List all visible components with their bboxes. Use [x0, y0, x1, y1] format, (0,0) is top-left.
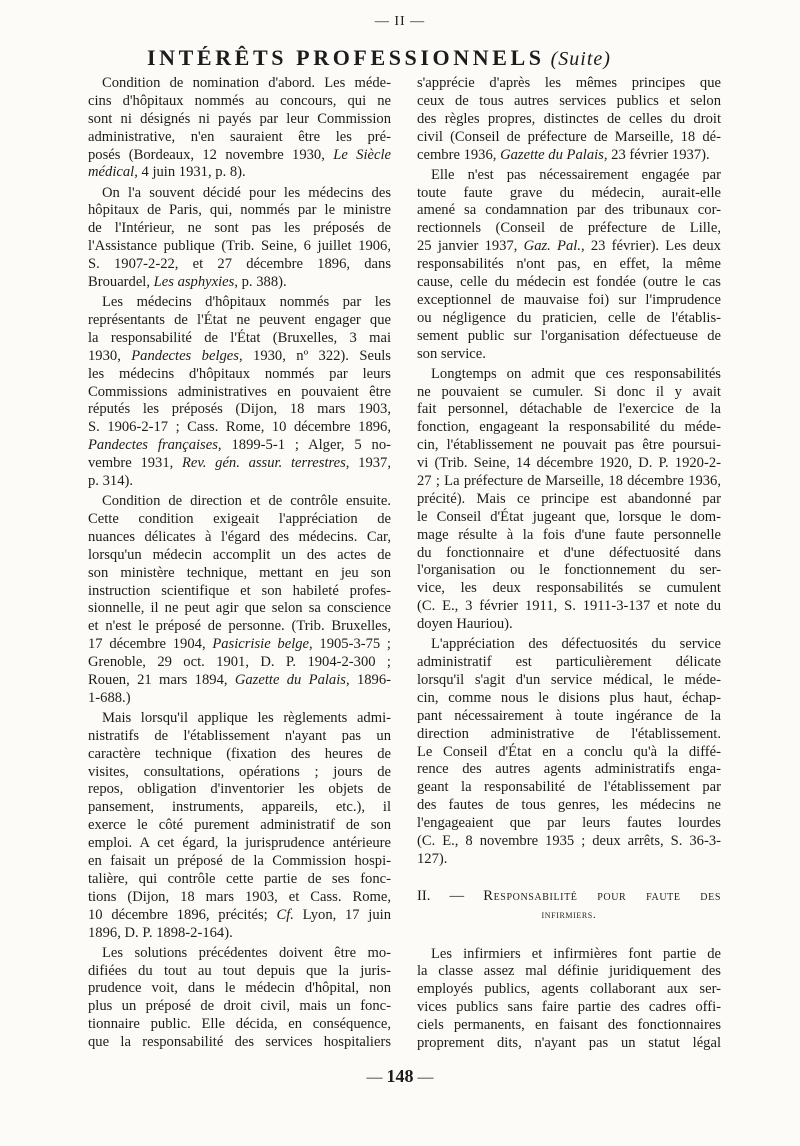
- text-line: Grenoble, 29 oct. 1901, D. P. 1904-2-300 ;: [88, 654, 391, 671]
- text-segment: posés (Bordeaux, 12 novembre 1930,: [88, 146, 334, 163]
- text-line: caractère technique (fixation des heures de: [88, 745, 391, 762]
- italic-citation: Pandectes françaises: [88, 437, 218, 454]
- text-line: vice, les deux responsabilités se cumulent: [417, 580, 721, 597]
- paragraph: [88, 945, 391, 1052]
- text-line: lorsqu'un médecin accomplit un des actes de: [88, 546, 391, 563]
- text-line: exceptionnel de mauvaise foi) sur l'imprudence: [417, 291, 721, 308]
- text-line: ne pouvaient se cumuler. Si donc il y avait: [417, 383, 721, 400]
- text-line: l'organisation ou le fonctionnement du ser-: [417, 562, 721, 579]
- footer-dash-left: —: [366, 1069, 383, 1086]
- text-line: (C. E., 3 février 1911, S. 1911-3-137 et note du: [417, 598, 721, 615]
- section-title-main: INTÉRÊTS PROFESSIONNELS: [147, 45, 545, 70]
- italic-citation: Gazette du Palais: [234, 671, 346, 688]
- text-line: direction administrative de l'établissement.: [417, 725, 721, 742]
- text-line: sont ni désignés ni payés par leur Commission: [88, 110, 391, 127]
- page-title: [147, 44, 611, 75]
- text-line: réputés les préposés (Dijon, 18 mars 1903,: [88, 401, 391, 418]
- italic-citation: Les asphyxies: [153, 273, 235, 290]
- text-line: s'apprécie d'après les mêmes principes que: [417, 75, 721, 91]
- text-line: cause, celle du médecin est fondée (outre le cas: [417, 273, 721, 290]
- text-line: Commissions administratives en pouvaient être: [88, 383, 391, 400]
- text-line: cins d'hôpitaux nommés au concours, qui ne: [88, 92, 391, 109]
- text-line: exerce le côté purement administratif de son: [88, 817, 391, 834]
- text-line: doyen Hauriou).: [417, 616, 513, 633]
- text-line: administrative, n'en sauraient être les pré-: [88, 128, 391, 145]
- right-column-text-after-section: [417, 946, 721, 1053]
- text-line: 127).: [417, 850, 448, 867]
- text-line: la classe assez mal définie juridiquement des: [417, 963, 721, 980]
- footer-dash-right: —: [417, 1069, 434, 1086]
- paragraph: [417, 75, 721, 164]
- text-segment: , 23 février 1937).: [603, 146, 710, 163]
- text-line: [417, 238, 721, 256]
- text-line: Le Conseil d'État en a conclu qu'à la diffé-: [417, 743, 721, 760]
- text-segment: Lyon, 17 juin: [293, 906, 392, 923]
- text-line: ciels permanents, en faisant des fonctionnaires: [417, 1017, 721, 1034]
- text-line: civil (Conseil de préfecture de Marseille, 18 dé-: [417, 128, 721, 145]
- page-number: 148: [386, 1066, 414, 1086]
- text-segment: vembre 1931,: [88, 455, 183, 472]
- text-line: vices publics sans faire partie des cadres offi-: [417, 999, 721, 1016]
- italic-citation: Pasicrisie belge: [212, 636, 310, 653]
- text-segment: cembre 1936,: [417, 146, 501, 163]
- text-line: tionnaire public. Elle décida, en conséquence,: [88, 1016, 391, 1033]
- text-line: emploi. A cet égard, la jurisprudence antérieure: [88, 835, 391, 852]
- text-line: ou négligence du praticien, celle de l'établis-: [417, 309, 721, 326]
- text-line: fait personnel, détachable de l'exercice de la: [417, 401, 721, 418]
- text-line: Elle n'est pas nécessairement engagée par: [431, 166, 721, 183]
- text-line: représentants de l'État ne peuvent engager que: [88, 311, 391, 328]
- italic-citation: Gazette du Palais: [500, 146, 604, 163]
- text-line: mage résulte à la fois d'une faute personnelle: [417, 526, 721, 543]
- text-line: talière, qui contrôle cette partie de ses fonc-: [88, 870, 391, 887]
- text-line: [88, 437, 391, 455]
- text-segment: , 1930, nº 322). Seuls: [238, 347, 391, 364]
- text-line: S. 1906-2-17 ; Cass. Rome, 10 décembre 1896,: [88, 419, 391, 436]
- text-line: pansement, instruments, appareils, etc.), il: [88, 799, 391, 816]
- text-segment: 10 décembre 1896, précités;: [88, 906, 277, 923]
- italic-citation: Le Siècle: [333, 146, 391, 163]
- paragraph: [88, 710, 391, 943]
- text-line: Les médecins d'hôpitaux nommés par les: [102, 294, 391, 311]
- italic-citation: Rev. gén. assur. terrestres: [182, 455, 346, 472]
- text-segment: , 1937,: [345, 455, 391, 472]
- text-line: difiées du tout au tout depuis que la juris-: [88, 962, 391, 979]
- text-line: Longtemps on admit que ces responsabilités: [431, 365, 721, 382]
- text-line: sement public sur l'organisation défectueuse de: [417, 327, 721, 344]
- text-line: la responsabilité de l'État (Bruxelles, 3 mai: [88, 329, 391, 346]
- text-line: [88, 147, 391, 165]
- text-line: (C. E., 8 novembre 1935 ; deux arrêts, S. 36-3-: [417, 832, 721, 849]
- text-line: l'engageaient que par leurs fautes lourdes: [417, 815, 721, 832]
- text-segment: , 23 février). Les deux: [580, 238, 721, 255]
- text-line: cin, comme nous le disions plus haut, échap-: [417, 689, 721, 706]
- text-segment: , p. 388).: [234, 273, 287, 290]
- text-line: son service.: [417, 345, 486, 362]
- text-line: repos, obligation d'inventorier les objets de: [88, 781, 391, 798]
- section-title-suffix: (Suite): [550, 48, 611, 70]
- text-line: p. 314).: [88, 472, 133, 489]
- text-line: tions (Dijon, 18 mars 1903, et Cass. Rome,: [88, 888, 391, 905]
- text-line: prudence voit, dans le médecin d'hôpital, non: [88, 980, 391, 997]
- paragraph: [88, 294, 391, 491]
- text-line: pant nécessairement à toute ingérance de la: [417, 707, 721, 724]
- text-line: rectionnels (Conseil de préfecture de Lille,: [417, 220, 721, 237]
- text-line: employés publics, agents collaborant aux ser-: [417, 981, 721, 998]
- text-line: Condition de nomination d'abord. Les méde-: [102, 75, 391, 91]
- text-line: [417, 147, 721, 165]
- text-segment: Brouardel,: [88, 273, 154, 290]
- text-line: [88, 907, 391, 925]
- text-line: ceux de tous autres services publics et selon: [417, 92, 721, 109]
- text-line: cin, l'établissement ne pouvait pas être poursui-: [417, 437, 721, 454]
- text-line: L'appréciation des défectuosités du service: [431, 636, 721, 653]
- italic-citation: Gaz. Pal.: [523, 238, 581, 255]
- text-line: fonction, engageant la responsabilité du méde-: [417, 419, 721, 436]
- text-line: [88, 672, 391, 690]
- italic-citation: Cf.: [276, 906, 294, 923]
- text-line: sionnelle, il ne peut agir que selon sa conscience: [88, 600, 391, 617]
- text-line: responsabilités n'ont pas, en effet, la même: [417, 256, 721, 273]
- section-heading-title: Responsabilité pour faute des: [483, 887, 721, 904]
- text-line: l'Assistance publique (Trib. Seine, 6 juillet 1906,: [88, 238, 391, 255]
- text-line: Mais lorsqu'il applique les règlements admi-: [102, 709, 391, 726]
- paragraph: [88, 75, 391, 182]
- italic-citation: Pandectes belges: [131, 347, 239, 364]
- text-segment: , 1899-5-1 ; Alger, 5 no-: [217, 437, 391, 454]
- text-line: amené sa condamnation par des tribunaux cor-: [417, 202, 721, 219]
- text-line: instruction scientifique et son habileté profes-: [88, 582, 391, 599]
- text-line: les médecins d'hôpitaux nommés par leurs: [88, 365, 391, 382]
- text-line: des règles propres, distinctes de celles du droit: [417, 110, 721, 127]
- text-segment: 25 janvier 1937,: [417, 238, 524, 255]
- text-line: son ministère technique, mettant en jeu son: [88, 564, 391, 581]
- text-line: lorsqu'il s'agit d'un service médical, le méde-: [417, 671, 721, 688]
- section-heading-line-2: infirmiers.: [541, 906, 597, 921]
- text-segment: , 1896-: [345, 671, 391, 688]
- text-line: hôpitaux de Paris, qui, nommés par le ministre: [88, 202, 391, 219]
- text-line: 27 ; La préfecture de Marseille, 18 décembre 1936,: [417, 472, 721, 489]
- text-line: plus un préposé de droit civil, mais un fonc-: [88, 998, 391, 1015]
- section-number: II. —: [417, 887, 465, 904]
- section-heading: [417, 888, 721, 924]
- text-line: Cette condition exigeait l'appréciation de: [88, 510, 391, 527]
- text-line: S. 1907-2-22, et 27 décembre 1896, dans: [88, 256, 391, 273]
- text-line: [88, 348, 391, 366]
- text-line: Les solutions précédentes doivent être mo-: [102, 944, 391, 961]
- paragraph: [417, 167, 721, 364]
- text-line: le Conseil d'État jugeant que, lorsque le dom-: [417, 508, 721, 525]
- text-line: geant la responsabilité de l'établissement par: [417, 779, 721, 796]
- paragraph: [417, 946, 721, 1053]
- text-line: nuances délicates à l'égard des médecins. Car,: [88, 528, 391, 545]
- text-line: nistratifs de l'établissement n'ayant pas un: [88, 727, 391, 744]
- text-segment: , 1905-3-75 ;: [309, 636, 391, 653]
- text-line: que la responsabilité des services hospitaliers: [88, 1034, 391, 1051]
- section-heading-line-1: [417, 888, 721, 906]
- text-line: visites, consultations, opérations ; jours de: [88, 763, 391, 780]
- text-line: [88, 636, 391, 654]
- paragraph: [88, 493, 391, 708]
- text-line: [88, 455, 391, 473]
- right-column: [417, 75, 721, 1053]
- paragraph: [88, 185, 391, 292]
- text-line: précité). Mais ce principe est abandonné par: [417, 490, 721, 507]
- text-line: On l'a souvent décidé pour les médecins des: [102, 184, 391, 201]
- text-line: Les infirmiers et infirmières font partie de: [431, 945, 721, 962]
- text-line: de l'Intérieur, ne sont pas les préposés de: [88, 220, 391, 237]
- text-line: du fonctionnaire et d'une défectuosité dans: [417, 544, 721, 561]
- text-line: proprement dits, n'ayant pas un statut légal: [417, 1034, 721, 1051]
- text-line: 1-688.): [88, 689, 131, 706]
- text-segment: 1930,: [88, 347, 132, 364]
- text-segment: , 4 juin 1931, p. 8).: [134, 164, 246, 181]
- page-footer: [0, 1064, 800, 1090]
- text-line: [88, 274, 391, 292]
- italic-citation: médical: [88, 164, 135, 181]
- text-line: administratif est particulièrement délicate: [417, 654, 721, 671]
- text-line: 1896, D. P. 1898-2-164).: [88, 924, 233, 941]
- running-header: — II —: [374, 14, 426, 29]
- text-line: [88, 164, 391, 182]
- text-line: toute faute grave du médecin, aurait-elle: [417, 184, 721, 201]
- text-line: et n'est le préposé de personne. (Trib. Bruxelles,: [88, 618, 391, 635]
- text-line: Condition de direction et de contrôle ensuite.: [102, 493, 391, 510]
- text-line: des fautes de tous genres, les médecins ne: [417, 797, 721, 814]
- text-line: en faisait un préposé de la Commission hospi-: [88, 853, 391, 870]
- left-column: [88, 75, 391, 1052]
- paragraph: [417, 366, 721, 634]
- paragraph: [417, 636, 721, 869]
- text-segment: 17 décembre 1904,: [88, 636, 213, 653]
- text-line: rence des autres agents administratifs enga-: [417, 761, 721, 778]
- text-segment: Rouen, 21 mars 1894,: [88, 671, 235, 688]
- right-column-text-before-section: [417, 75, 721, 869]
- text-line: vi (Trib. Seine, 14 décembre 1920, D. P. 1920-2-: [417, 455, 721, 472]
